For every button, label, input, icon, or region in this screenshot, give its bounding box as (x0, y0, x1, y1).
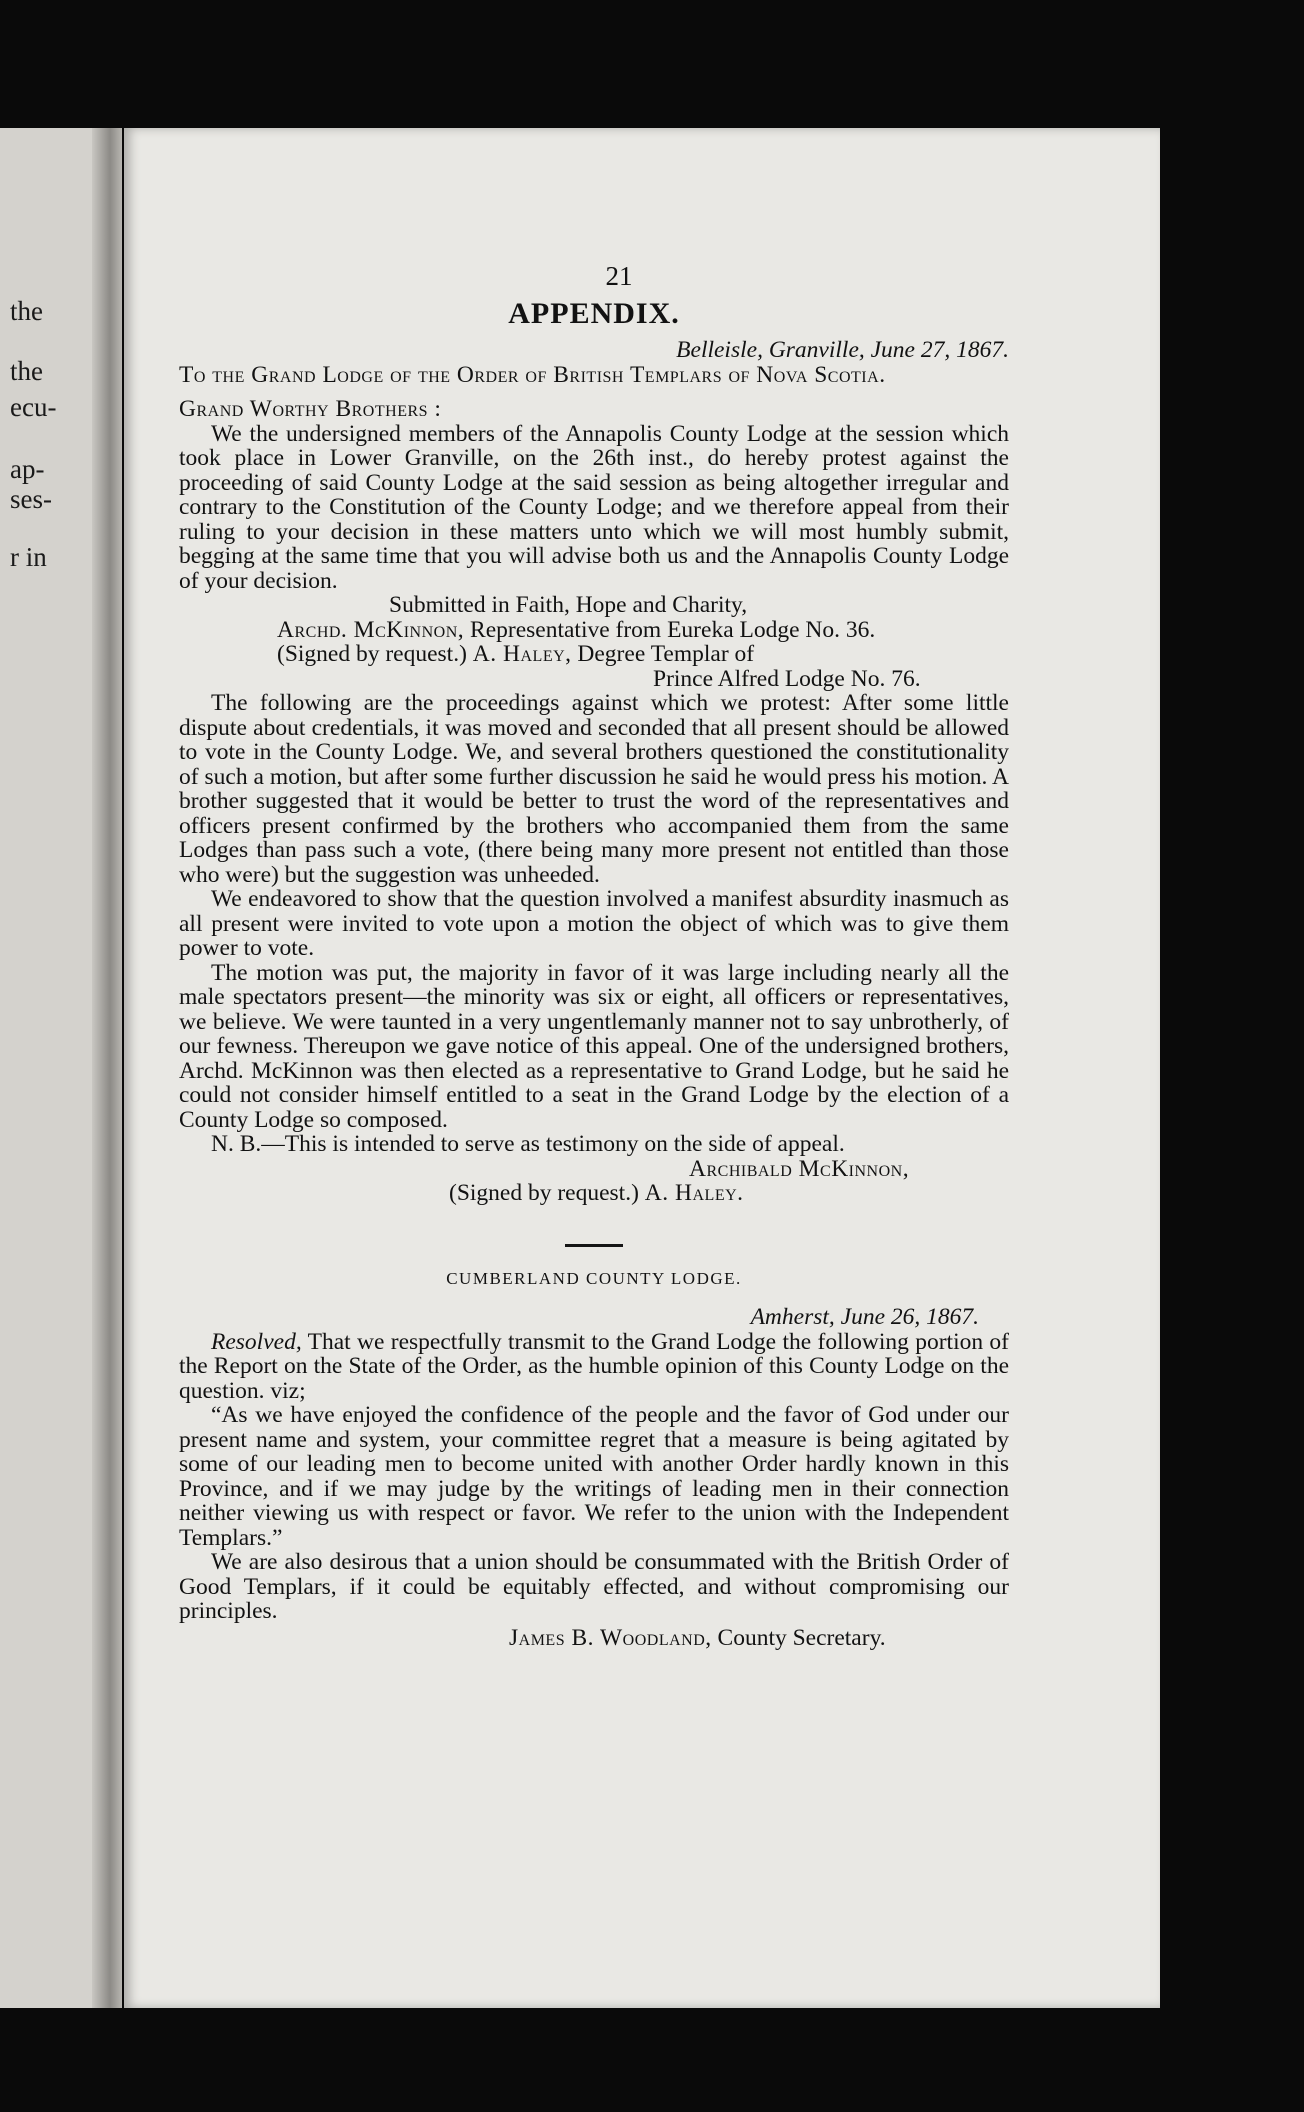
signer-role: Representative from Eureka Lodge No. 36. (470, 616, 876, 643)
signature-line (179, 642, 1009, 667)
submitted-line: Submitted in Faith, Hope and Charity, (389, 592, 748, 618)
paragraph: We endeavored to show that the question involved a manifest absurdity inasmuch as all present were invited to vote upon a motion the object of which was to give them power to vote. (179, 886, 1009, 961)
paragraph: The following are the proceedings against which we protest: After some little dispute about credentials, it was moved and seconded that all present should be allowed to vote in the County Lodge. We, and several brothers questioned the constitutionality of such a motion, but after some further discussion he said he would press his motion. A brother suggested that it would be better to trust the word of the representatives and officers present confirmed by the brothers who accompanied them from the same Lodges than pass such a vote, (there being many more present not entitled than those who were) but the suggestion was unheeded. (179, 690, 1009, 888)
signature-line (179, 1626, 1009, 1651)
signature-line (179, 1181, 1009, 1206)
signed-note: (Signed by request.) (277, 641, 467, 667)
signer-name: Archibald McKinnon, (689, 1155, 910, 1182)
resolved-label: Resolved, (211, 1328, 302, 1355)
margin-fragment: the (10, 356, 43, 386)
signer-name: Archd. McKinnon, (277, 616, 465, 643)
resolved-text: That we respectfully transmit to the Grand Lodge the following portion of the Report on the State of the Order, as the humble opinion of this County Lodge on the question. viz; (179, 1328, 1010, 1404)
page-title: APPENDIX. (508, 297, 680, 330)
signer-lodge: Prince Alfred Lodge No. 76. (653, 665, 921, 692)
book-gutter (92, 128, 122, 2008)
signature-line (179, 618, 1009, 643)
signer-name: A. Haley. (644, 1180, 744, 1206)
section-title: CUMBERLAND COUNTY LODGE. (446, 1268, 742, 1288)
margin-fragment: ecu- (10, 392, 57, 422)
section-divider (565, 1244, 623, 1247)
signed-note: (Signed by request.) (449, 1180, 639, 1206)
margin-fragment: the (10, 296, 43, 326)
note: N. B.—This is intended to serve as testimony on the side of appeal. (211, 1131, 845, 1157)
document-page (124, 128, 1160, 2008)
address: To the Grand Lodge of the Order of British Templars of Nova Scotia. (179, 361, 886, 388)
signer-name: A. Haley, (472, 641, 572, 667)
signer-role: Degree Templar of (577, 641, 755, 667)
signer-role: County Secretary. (717, 1624, 886, 1651)
page-number: 21 (605, 261, 633, 291)
signer-name: James B. Woodland, (509, 1624, 712, 1651)
salutation: Grand Worthy Brothers : (179, 396, 442, 422)
page-content (179, 258, 1009, 1650)
margin-fragment: r in (10, 542, 47, 572)
margin-fragment: ses- (10, 484, 52, 514)
dateline: Belleisle, Granville, June 27, 1867. (676, 337, 1009, 363)
margin-fragment: ap- (10, 454, 45, 484)
quoted-report: “As we have enjoyed the confidence of the people and the favor of God under our present name and system, your committee regret that a measure is being agitated by some of our leading men to become united with another Order hardly known in this Province, and if we may judge by the writings of leading men in their connection neither viewing us with respect or favor. We refer to the union with the Independent Templars.” (179, 1402, 1009, 1551)
paragraph: We the undersigned members of the Annapolis County Lodge at the session which took place in Lower Granville, on the 26th inst., do hereby protest against the proceeding of said County Lodge at the said session as being altogether irregular and contrary to the Constitution of the County Lodge; and we therefore appeal from their ruling to your decision in these matters unto which we will most humbly submit, begging at the same time that you will advise both us and the Annapolis County Lodge of your decision. (179, 420, 1009, 594)
dateline: Amherst, June 26, 1867. (750, 1304, 979, 1330)
paragraph: We are also desirous that a union should be consummated with the British Order of Good Templars, if it could be equitably effected, and without compromising our principles. (179, 1549, 1009, 1624)
paragraph (179, 1330, 1009, 1404)
paragraph: The motion was put, the majority in favor of it was large including nearly all the male spectators present—the minority was six or eight, all officers or representatives, we believe. We were taunted in a very ungentlemanly manner not to say unbrotherly, of our fewness. Thereupon we gave notice of this appeal. One of the undersigned brothers, Archd. McKinnon was then elected as a representative to Grand Lodge, but he said he could not consider himself entitled to a seat in the Grand Lodge by the election of a County Lodge so composed. (179, 959, 1009, 1133)
